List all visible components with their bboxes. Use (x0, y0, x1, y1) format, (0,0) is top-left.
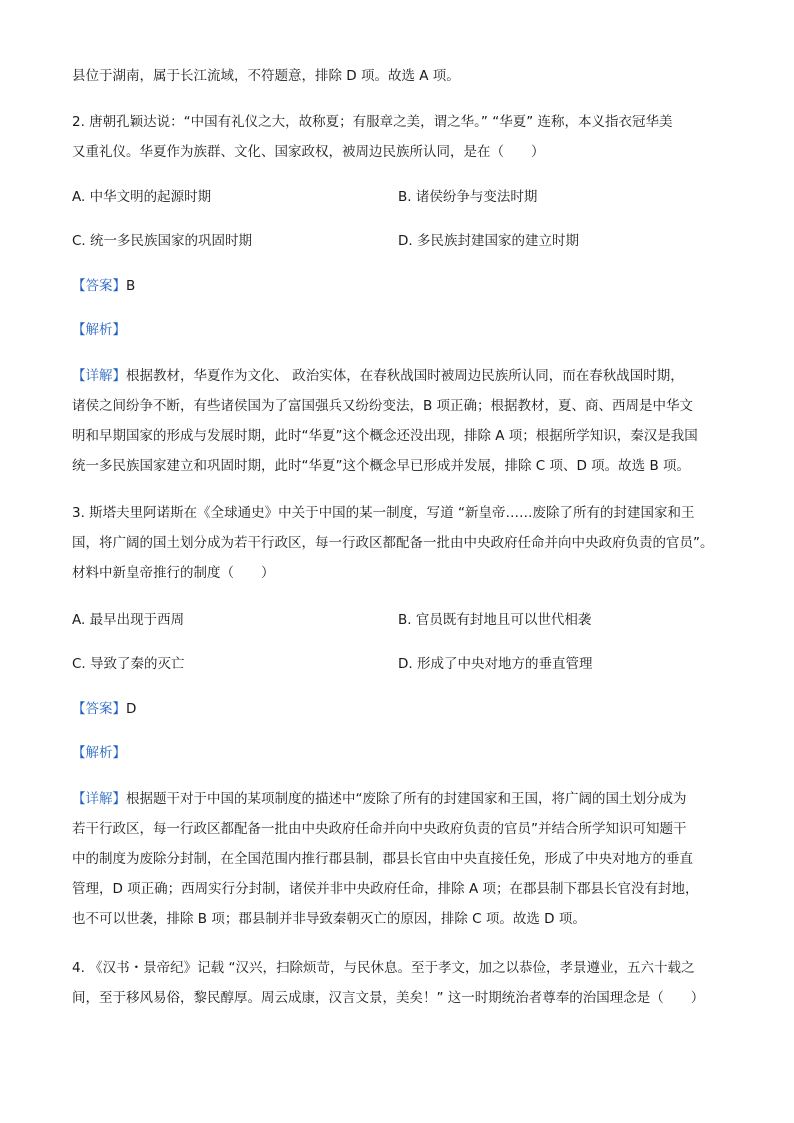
answer-tag: 【答案】 (72, 701, 126, 717)
q4-stem-line-1: 4. 《汉书・景帝纪》记载 “汉兴，扫除烦苛，与民休息。至于孝文，加之以恭俭，孝景遵业，五六十载之 (72, 960, 695, 976)
q3-stem-line-1: 3. 斯塔夫里阿诺斯在《全球通史》中关于中国的某一制度，写道 “新皇帝……废除了所有的封建国家和王 (72, 505, 695, 521)
q2-detail-line-3: 明和早期国家的形成与发展时期，此时“华夏”这个概念还没出现，排除 A 项；根据所学知识，秦汉是我国 (72, 428, 698, 444)
q2-detail-line-4: 统一多民族国家建立和巩固时期，此时“华夏”这个概念早已形成并发展，排除 C 项、D 项。故选 B 项。 (72, 458, 691, 474)
answer-value: D (126, 701, 137, 717)
detail-text: 根据题干对于中国的某项制度的描述中“废除了所有的封建国家和王国，将广阔的国土划分成为 (126, 791, 687, 807)
answer-tag: 【答案】 (72, 278, 126, 294)
detail-tag: 【详解】 (72, 791, 126, 807)
q3-detail-line-2: 若干行政区，每一行政区都配备一批由中央政府任命并向中央政府负责的官员”并结合所学知识可知题干 (72, 821, 687, 837)
q2-answer (72, 276, 135, 296)
q3-analysis-heading (72, 743, 126, 763)
q3-answer (72, 699, 136, 719)
answer-value: B (126, 278, 136, 294)
analysis-tag: 【解析】 (72, 322, 126, 338)
q2-detail-line-2: 诸侯之间纷争不断，有些诸侯国为了富国强兵又纷纷变法，B 项正确；根据教材，夏、商、西周是中华文 (72, 398, 694, 414)
analysis-tag: 【解析】 (72, 745, 126, 761)
q2-stem-line-1: 2. 唐朝孔颖达说：“中国有礼仪之大，故称夏；有服章之美，谓之华。” “华夏” 连称，本义指衣冠华美 (72, 114, 673, 130)
q2-option-b: B. 诸侯纷争与变法时期 (398, 189, 538, 205)
q3-detail-line-4: 管理，D 项正确；西周实行分封制，诸侯并非中央政府任命，排除 A 项；在郡县制下郡县长官没有封地， (72, 881, 699, 897)
q3-option-a: A. 最早出现于西周 (72, 612, 185, 628)
q3-option-d: D. 形成了中央对地方的垂直管理 (398, 656, 593, 672)
q2-detail-line-1 (72, 366, 684, 386)
detail-text: 根据教材，华夏作为文化、 政治实体，在春秋战国时被周边民族所认同，而在春秋战国时期， (126, 368, 684, 384)
q3-detail-line-5: 也不可以世袭，排除 B 项；郡县制并非导致秦朝灭亡的原因，排除 C 项。故选 D 项。 (72, 911, 586, 927)
q3-option-b: B. 官员既有封地且可以世代相袭 (398, 612, 592, 628)
q3-detail-line-3: 中的制度为废除分封制，在全国范围内推行郡县制，郡县长官由中央直接任免，形成了中央对地方的垂直 (72, 851, 693, 867)
q3-option-c: C. 导致了秦的灭亡 (72, 656, 185, 672)
q3-stem-line-2: 国，将广阔的国土划分成为若干行政区，每一行政区都配备一批由中央政府任命并向中央政府负责的官员”。 (72, 535, 714, 551)
q3-stem-line-3: 材料中新皇帝推行的制度（ ） (72, 565, 275, 581)
q2-analysis-heading (72, 320, 126, 340)
q3-detail-line-1 (72, 789, 687, 809)
q2-stem-line-2: 又重礼仪。华夏作为族群、文化、国家政权，被周边民族所认同，是在（ ） (72, 144, 545, 160)
prev-answer-tail: 县位于湖南，属于长江流域，不符题意，排除 D 项。故选 A 项。 (72, 68, 460, 84)
detail-tag: 【详解】 (72, 368, 126, 384)
q2-option-a: A. 中华文明的起源时期 (72, 189, 212, 205)
q4-stem-line-2: 间，至于移风易俗，黎民醇厚。周云成康，汉言文景，美矣！” 这一时期统治者尊奉的治国理念是（ ） (72, 990, 705, 1006)
q2-option-c: C. 统一多民族国家的巩固时期 (72, 233, 253, 249)
q2-option-d: D. 多民族封建国家的建立时期 (398, 233, 579, 249)
